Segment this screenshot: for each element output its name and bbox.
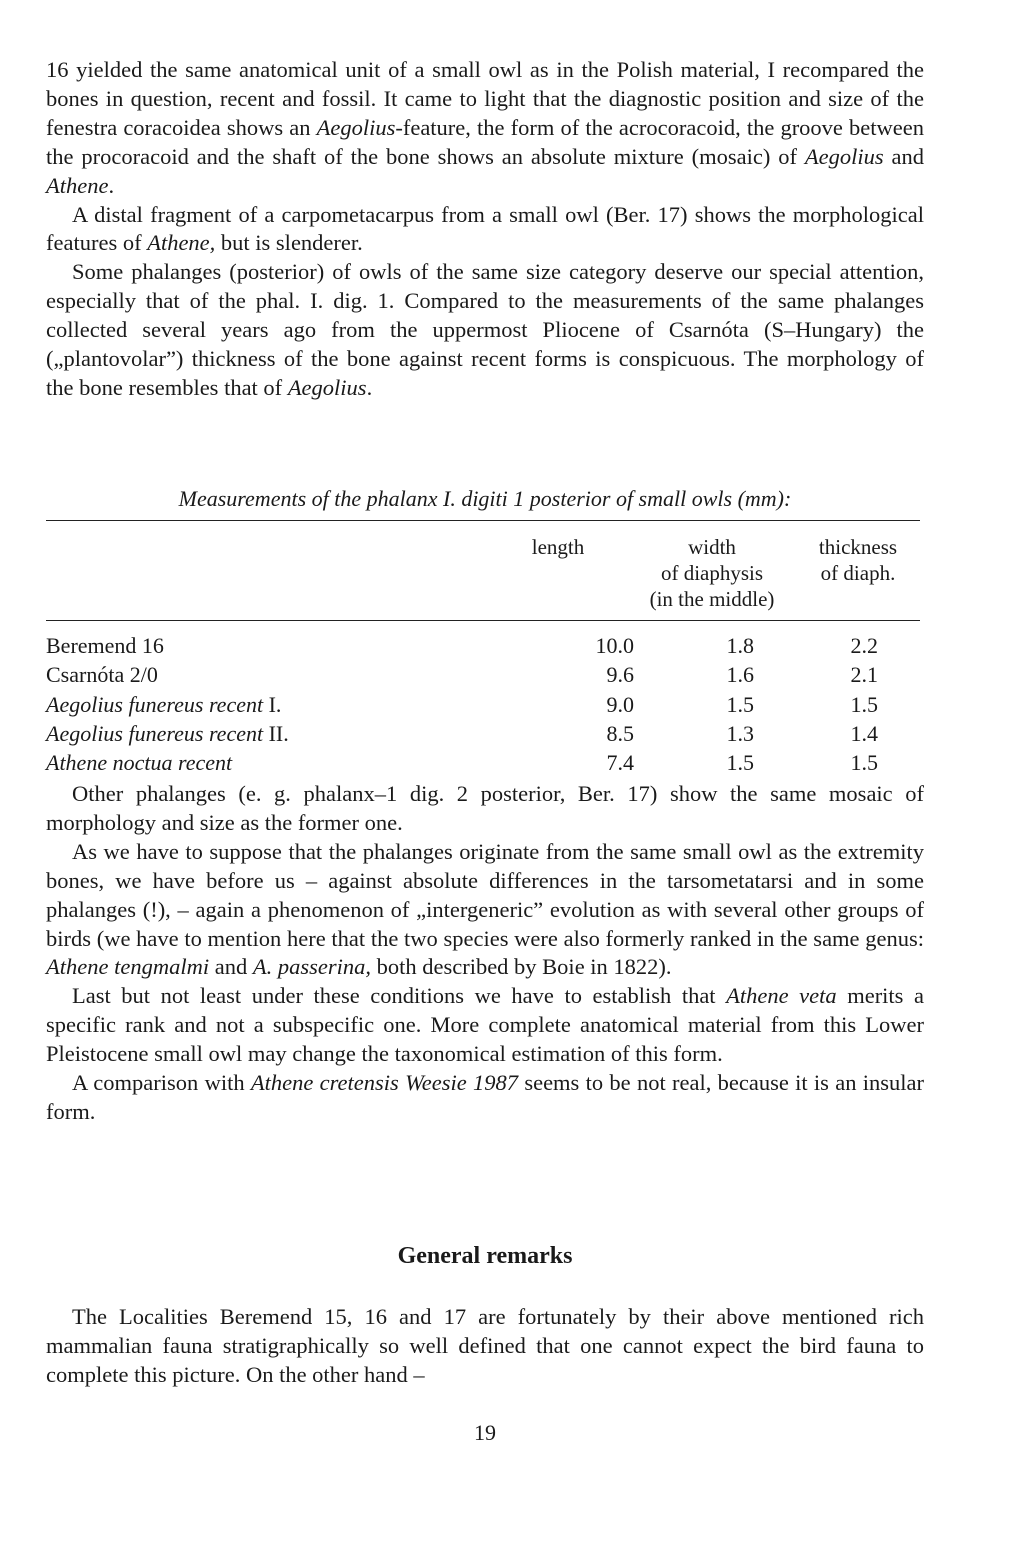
row-label-name: Beremend 16	[46, 633, 164, 658]
paragraph	[46, 838, 924, 983]
cell-width: 1.6	[726, 662, 754, 688]
table-row	[46, 721, 920, 750]
text-run: .	[366, 374, 373, 400]
table-row	[46, 692, 920, 721]
row-label	[46, 692, 281, 718]
row-label-name: Athene noctua recent	[46, 750, 233, 776]
text-run: The Localities Beremend 15, 16 and 17 are fortunately by their above mentioned rich mammalian fauna stratigraphically so well defined that one cannot expect the bird fauna to complete this picture. On the other hand –	[46, 1304, 924, 1387]
text-run: both described by Boie in 1822).	[370, 954, 672, 980]
text-run: A comparison with	[72, 1070, 251, 1096]
italic-text: Athene	[46, 172, 109, 198]
text-run: A distal fragment of a carpometacarpus from a small owl (Ber. 17) shows the morphological features of	[46, 201, 924, 256]
section-heading: General remarks	[397, 1243, 573, 1269]
cell-thickness: 2.2	[850, 633, 878, 658]
body-text-bottom	[46, 780, 924, 1127]
page-number: 19	[474, 1420, 496, 1445]
table-row	[46, 662, 920, 691]
cell-width: 1.5	[726, 750, 754, 776]
text-run: Other phalanges (e. g. phalanx–1 dig. 2 posterior, Ber. 17) show the same mosaic of morphology and size as the former one.	[46, 781, 924, 835]
italic-text: A. passerina,	[252, 954, 371, 980]
table-row	[46, 633, 920, 662]
cell-length: 8.5	[606, 720, 634, 746]
row-label	[46, 721, 289, 747]
paragraph	[46, 982, 924, 1069]
paragraph	[46, 258, 924, 403]
cell-width: 1.8	[726, 633, 754, 658]
row-label	[46, 750, 232, 776]
cell-thickness: 1.5	[850, 750, 878, 776]
paragraph	[46, 780, 924, 838]
body-text-top	[46, 56, 924, 403]
table-caption: Measurements of the phalanx I. digiti 1 posterior of small owls (mm):	[178, 486, 792, 511]
table-header-thickness: thickness of diaph.	[818, 535, 898, 585]
table-row	[46, 750, 920, 779]
row-label-name: Csarnóta 2/0	[46, 662, 158, 688]
text-run: and	[209, 954, 253, 980]
cell-thickness: 1.5	[850, 691, 878, 717]
text-run: Last but not least under these conditions we have to establish that	[72, 983, 727, 1009]
cell-thickness: 1.4	[850, 720, 878, 746]
table-header-rule	[46, 620, 920, 621]
cell-thickness: 2.1	[850, 662, 878, 688]
row-label-name: Aegolius funereus recent	[46, 691, 264, 717]
text-run: As we have to suppose that the phalanges originate from the same small owl as the extremity bones, we have before us – against absolute differences in the tarsometatarsi and in some phalanges (!), – again a phenomenon of „intergeneric” evolution as with several other groups of birds (we have to mention here that the two species were also formerly ranked in the same genus:	[46, 838, 924, 951]
cell-width: 1.5	[726, 691, 754, 717]
italic-text: Athene,	[147, 230, 216, 256]
row-label-suffix: II.	[263, 720, 289, 746]
table-header-length: length	[531, 535, 585, 559]
body-text-final	[46, 1303, 924, 1390]
row-label-name: Aegolius funereus recent	[46, 720, 264, 746]
row-label	[46, 662, 158, 688]
text-run: -feature, the form of the acrocoracoid, the groove between the procoracoid and the shaft of the bone shows an absolute mixture (mosaic) of	[46, 114, 924, 169]
text-run: merits a specific rank and not a subspecific one. More complete anatomical material from this Lower Pleistocene small owl may change the taxonomical estimation of this form.	[46, 983, 924, 1067]
italic-text: Athene veta	[726, 983, 837, 1009]
paragraph	[46, 56, 924, 201]
cell-width: 1.3	[726, 720, 754, 746]
table-top-rule	[46, 520, 920, 521]
cell-length: 10.0	[595, 633, 634, 658]
table-header-width: width of diaphysis (in the middle)	[649, 535, 775, 611]
text-run: but is slenderer.	[215, 230, 363, 256]
text-run: seems to be not real, because it is an insular form.	[46, 1070, 924, 1124]
cell-length: 9.6	[606, 662, 634, 688]
italic-text: Athene tengmalmi	[46, 954, 210, 980]
cell-length: 7.4	[606, 750, 634, 776]
row-label-suffix: I.	[263, 691, 282, 717]
text-run: .	[108, 172, 115, 198]
paragraph	[46, 1069, 924, 1127]
text-run: Some phalanges (posterior) of owls of the same size category deserve our special attention, especially that of the phal. I. dig. 1. Compared to the measurements of the same phalanges collected several years ago from the uppermost Pliocene of Csarnóta (S–Hungary) the („plantovolar”) thickness of the bone against recent forms is conspicuous. The morphology of the bone resembles that of	[46, 259, 924, 400]
italic-text: Aegolius	[316, 114, 396, 140]
text-run: and	[883, 143, 924, 169]
text-run: 16 yielded the same anatomical unit of a small owl as in the Polish material, I recompared the bones in question, recent and fossil. It came to light that the diagnostic position and size of the fenestra coracoidea shows an	[46, 57, 924, 140]
italic-text: Aegolius	[804, 143, 884, 169]
paragraph	[46, 201, 924, 259]
paragraph	[46, 1303, 924, 1390]
italic-text: Aegolius	[287, 374, 367, 400]
italic-text: Athene cretensis Weesie 1987	[250, 1070, 519, 1096]
row-label	[46, 633, 164, 659]
cell-length: 9.0	[606, 691, 634, 717]
